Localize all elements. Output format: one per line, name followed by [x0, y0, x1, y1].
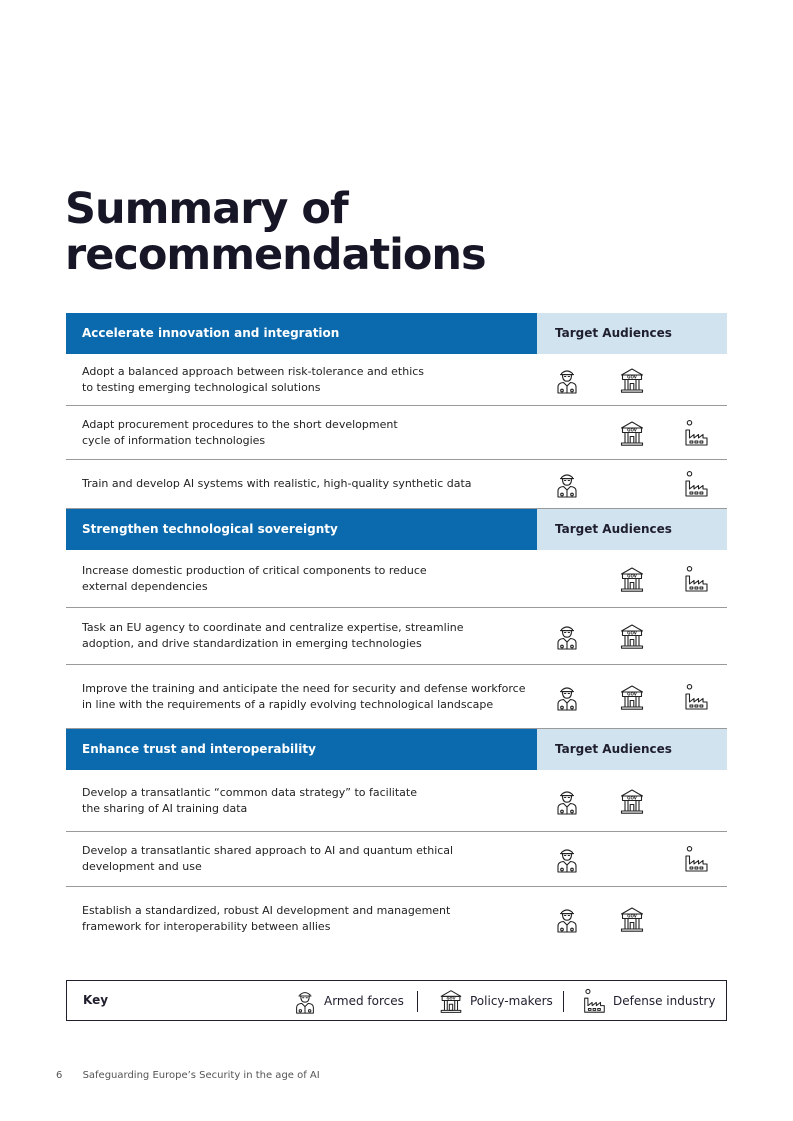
- soldier-icon: [552, 786, 582, 816]
- recommendation-text: [82, 681, 532, 713]
- recommendation-line: Adapt procurement procedures to the short development: [82, 417, 398, 431]
- recommendation-text: [82, 843, 532, 875]
- section-header: [66, 313, 727, 354]
- government-building-icon: [437, 987, 470, 1015]
- recommendation-line: external dependencies: [82, 579, 208, 593]
- government-building-icon: [617, 786, 647, 816]
- svg-text:GOV: GOV: [627, 691, 637, 697]
- recommendation-line: Develop a transatlantic “common data strategy” to facilitate: [82, 785, 417, 799]
- soldier-icon: [552, 469, 582, 499]
- key-divider: [563, 991, 564, 1012]
- recommendations-table: [66, 313, 727, 951]
- recommendation-line: Increase domestic production of critical components to reduce: [82, 563, 427, 577]
- recommendation-text: [82, 364, 532, 396]
- key-item-defense-industry: [580, 987, 715, 1015]
- recommendation-row: [66, 608, 727, 665]
- government-building-icon: [617, 682, 647, 712]
- page-title: [65, 186, 486, 278]
- recommendation-line: Improve the training and anticipate the need for security and defense workforce: [82, 681, 526, 695]
- key-item-policy-makers: [437, 987, 553, 1015]
- recommendation-line: development and use: [82, 860, 202, 873]
- recommendation-text: [82, 417, 532, 449]
- soldier-icon: [552, 682, 582, 712]
- recommendation-line: adoption, and drive standardization in emerging technologies: [82, 637, 422, 650]
- recommendation-row: [66, 406, 727, 460]
- recommendation-row: [66, 832, 727, 887]
- recommendation-line: in line with the requirements of a rapidly evolving technological landscape: [82, 697, 494, 711]
- recommendation-row: [66, 887, 727, 951]
- title-line-1: Summary of: [65, 184, 348, 234]
- recommendation-line: to testing emerging technological solutions: [82, 380, 321, 394]
- government-building-icon: [617, 564, 647, 594]
- page-number: 6: [56, 1070, 63, 1081]
- recommendation-line: the sharing of AI training data: [82, 801, 248, 815]
- key-defense-industry-label: Defense industry: [613, 994, 716, 1008]
- factory-icon: [681, 418, 711, 448]
- soldier-icon: [552, 904, 582, 934]
- svg-text:GOV: GOV: [627, 795, 637, 801]
- factory-icon: [681, 682, 711, 712]
- target-audiences-header: Target Audiences: [537, 729, 727, 770]
- recommendation-line: Adopt a balanced approach between risk-tolerance and ethics: [82, 364, 425, 378]
- soldier-icon: [552, 621, 582, 651]
- target-audiences-header: Target Audiences: [537, 313, 727, 354]
- soldier-icon: [552, 365, 582, 395]
- recommendation-line: cycle of information technologies: [82, 433, 266, 447]
- recommendation-text: [82, 620, 532, 652]
- factory-icon: [681, 844, 711, 874]
- section-title: Enhance trust and interoperability: [66, 729, 537, 770]
- government-building-icon: [617, 621, 647, 651]
- svg-text:GOV: GOV: [446, 996, 456, 1001]
- recommendation-line: framework for interoperability between allies: [82, 920, 331, 933]
- recommendation-line: Task an EU agency to coordinate and centralize expertise, streamline: [82, 621, 464, 634]
- key-item-armed-forces: [291, 987, 404, 1015]
- factory-icon: [580, 987, 613, 1015]
- section-header: [66, 509, 727, 550]
- key-divider: [417, 991, 418, 1012]
- section-header: [66, 729, 727, 770]
- svg-text:GOV: GOV: [627, 427, 637, 433]
- recommendation-row: [66, 460, 727, 509]
- government-building-icon: [617, 904, 647, 934]
- title-line-2: recommendations: [65, 230, 486, 280]
- recommendation-line: Establish a standardized, robust AI development and management: [82, 904, 451, 917]
- factory-icon: [681, 469, 711, 499]
- svg-text:GOV: GOV: [627, 630, 637, 636]
- recommendation-text: [82, 903, 532, 935]
- section-title: Strengthen technological sovereignty: [66, 509, 537, 550]
- recommendation-row: [66, 770, 727, 832]
- factory-icon: [681, 564, 711, 594]
- key-armed-forces-label: Armed forces: [324, 994, 404, 1008]
- key-policy-makers-label: Policy-makers: [470, 994, 553, 1008]
- svg-text:GOV: GOV: [627, 374, 637, 380]
- section-title: Accelerate innovation and integration: [66, 313, 537, 354]
- recommendation-row: [66, 550, 727, 608]
- key-legend: [66, 980, 727, 1021]
- recommendation-line: Develop a transatlantic shared approach to AI and quantum ethical: [82, 844, 454, 857]
- soldier-icon: [291, 987, 324, 1015]
- government-building-icon: [617, 365, 647, 395]
- footer-title: Safeguarding Europe’s Security in the age of AI: [82, 1070, 320, 1081]
- svg-text:GOV: GOV: [627, 573, 637, 579]
- recommendation-text: [82, 563, 532, 595]
- recommendation-text: [82, 476, 532, 492]
- government-building-icon: [617, 418, 647, 448]
- target-audiences-header: Target Audiences: [537, 509, 727, 550]
- recommendation-text: [82, 785, 532, 817]
- soldier-icon: [552, 844, 582, 874]
- svg-text:GOV: GOV: [627, 913, 637, 919]
- key-label: Key: [83, 993, 109, 1007]
- page-footer: [56, 1070, 320, 1081]
- recommendation-row: [66, 665, 727, 729]
- recommendation-line: Train and develop AI systems with realistic, high-quality synthetic data: [82, 477, 472, 490]
- recommendation-row: [66, 354, 727, 406]
